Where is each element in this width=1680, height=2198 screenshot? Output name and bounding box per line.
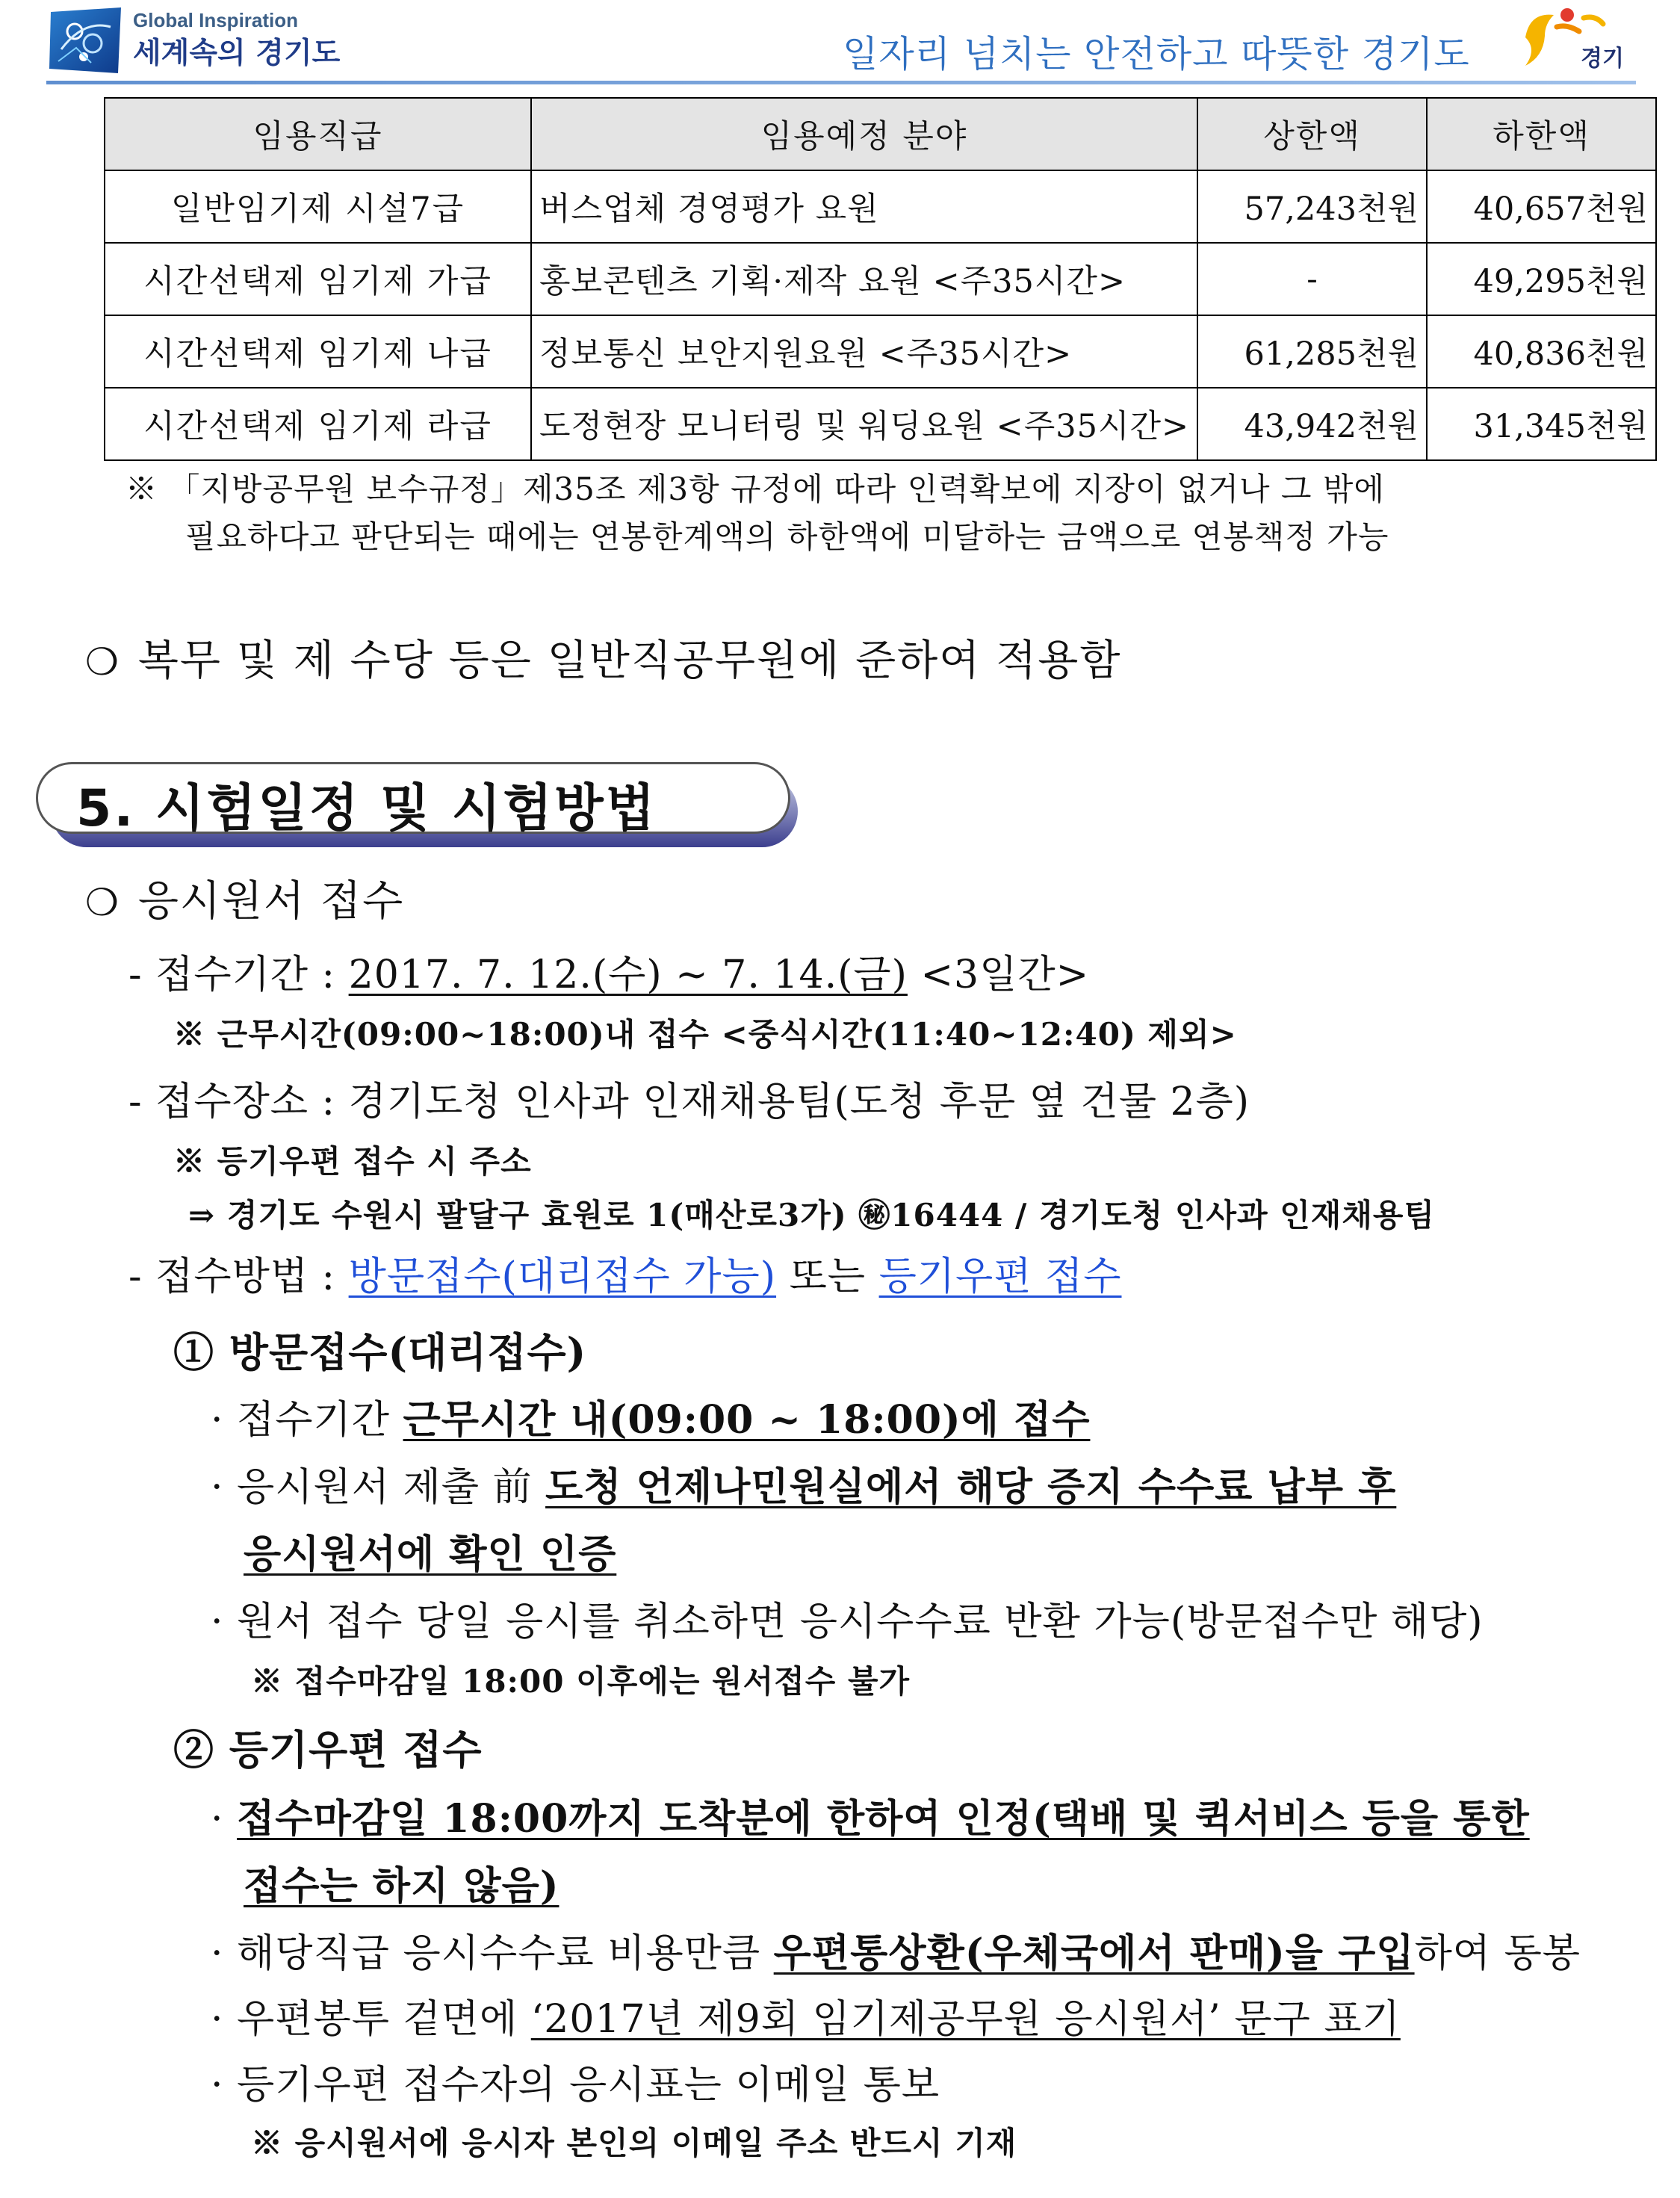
cell-grade: 시간선택제 임기제 가급 [105, 243, 531, 315]
header-slogan: 일자리 넘치는 안전하고 따뜻한 경기도 [843, 33, 1470, 75]
cell-field: 도정현장 모니터링 및 워딩요원 <주35시간> [531, 388, 1197, 460]
cell-min: 40,836천원 [1427, 315, 1656, 388]
application-place: - 접수장소 : 경기도청 인사과 인재채용팀(도청 후문 옆 건물 2층) [128, 1080, 1250, 1124]
application-place-note: ※ 등기우편 접수 시 주소 [173, 1143, 532, 1180]
slogan-logo-icon [1515, 1, 1634, 76]
cell-max: 57,243천원 [1197, 170, 1427, 243]
table-row [105, 170, 1656, 243]
mail-method-link: 등기우편 접수 [878, 1254, 1122, 1299]
cell-grade: 시간선택제 임기제 라급 [105, 388, 531, 460]
circle-bullet-icon: ❍ [85, 640, 120, 684]
table-note-line-2: 필요하다고 판단되는 때에는 연봉한계액의 하한액에 미달하는 금액으로 연봉책정 가능 [185, 518, 1389, 555]
application-period-dates: 2017. 7. 12.(수) ~ 7. 14.(금) [348, 953, 908, 997]
cell-min: 40,657천원 [1427, 170, 1656, 243]
logo-tagline: Global Inspiration [133, 9, 299, 31]
gyeonggi-emblem-icon [46, 4, 125, 76]
column-header-grade: 임용직급 [105, 98, 531, 170]
visit-item-1: · 접수기간 근무시간 내(09:00 ~ 18:00)에 접수 [211, 1397, 1091, 1443]
benefits-item [85, 628, 1121, 687]
cell-field: 정보통신 보안지원요원 <주35시간> [531, 315, 1197, 388]
cell-field: 홍보콘텐츠 기획·제작 요원 <주35시간> [531, 243, 1197, 315]
column-header-max: 상한액 [1197, 98, 1427, 170]
cell-field: 버스업체 경영평가 요원 [531, 170, 1197, 243]
application-period-note: ※ 근무시간(09:00~18:00)내 접수 <중식시간(11:40~12:40) 제외> [173, 1016, 1237, 1053]
table-row [105, 315, 1656, 388]
visit-item-3-note: ※ 접수마감일 18:00 이후에는 원서접수 불가 [251, 1663, 911, 1700]
visit-item-2-cont: 응시원서에 확인 인증 [244, 1532, 617, 1577]
header-divider [46, 81, 1636, 84]
column-header-field: 임용예정 분야 [531, 98, 1197, 170]
application-method: - 접수방법 : 방문접수(대리접수 가능) 또는 등기우편 접수 [128, 1254, 1122, 1299]
table-row [105, 388, 1656, 460]
cell-grade: 시간선택제 임기제 나급 [105, 315, 531, 388]
cell-min: 49,295천원 [1427, 243, 1656, 315]
mail-item-2: · 해당직급 응시수수료 비용만큼 우편통상환(우체국에서 판매)을 구입하여 동봉 [211, 1931, 1581, 1976]
column-header-min: 하한액 [1427, 98, 1656, 170]
section-title: 5. 시험일정 및 시험방법 [76, 779, 657, 838]
visit-item-2: · 응시원서 제출 前 도청 언제나민원실에서 해당 증지 수수료 납부 후 [211, 1464, 1397, 1510]
visit-item-3: · 원서 접수 당일 응시를 취소하면 응시수수료 반환 가능(방문접수만 해당) [211, 1600, 1484, 1644]
cell-max: 43,942천원 [1197, 388, 1427, 460]
mail-item-3: · 우편봉투 겉면에 ‘2017년 제9회 임기제공무원 응시원서’ 문구 표기 [211, 1997, 1401, 2042]
benefits-text: 복무 및 제 수당 등은 일반직공무원에 준하여 적용함 [137, 637, 1122, 685]
slogan-logo-text: 경기 [1581, 46, 1624, 72]
page-header [0, 0, 1680, 86]
application-period: - 접수기간 : 2017. 7. 12.(수) ~ 7. 14.(금) <3일간> [128, 953, 1090, 997]
visit-method-link: 방문접수(대리접수 가능) [348, 1254, 777, 1299]
section-title-banner [36, 762, 813, 850]
cell-max: - [1197, 243, 1427, 315]
visit-heading: ① 방문접수(대리접수) [173, 1328, 587, 1376]
table-row [105, 243, 1656, 315]
mail-item-4: · 등기우편 접수자의 응시표는 이메일 통보 [211, 2063, 940, 2108]
mail-item-1: · 접수마감일 18:00까지 도착분에 한하여 인정(택배 및 퀵서비스 등을 통한 [211, 1796, 1530, 1842]
table-note-line-1: ※ 「지방공무원 보수규정」제35조 제3항 규정에 따라 인력확보에 지장이 없거나 그 밖에 [125, 471, 1385, 507]
mail-item-1-cont: 접수는 하지 않음) [244, 1863, 560, 1909]
table-header-row [105, 98, 1656, 170]
application-heading [85, 868, 404, 928]
application-address: ⇒ 경기도 수원시 팔달구 효원로 1(매산로3가) ㊙16444 / 경기도청 인사과 인재채용팀 [188, 1197, 1436, 1233]
cell-min: 31,345천원 [1427, 388, 1656, 460]
circle-bullet-icon: ❍ [85, 881, 120, 924]
logo-name: 세계속의 경기도 [133, 37, 341, 70]
salary-table [104, 97, 1657, 461]
application-heading-text: 응시원서 접수 [137, 877, 405, 926]
cell-grade: 일반임기제 시설7급 [105, 170, 531, 243]
mail-item-4-note: ※ 응시원서에 응시자 본인의 이메일 주소 반드시 기재 [251, 2125, 1017, 2161]
cell-max: 61,285천원 [1197, 315, 1427, 388]
mail-heading: ② 등기우편 접수 [173, 1726, 483, 1774]
